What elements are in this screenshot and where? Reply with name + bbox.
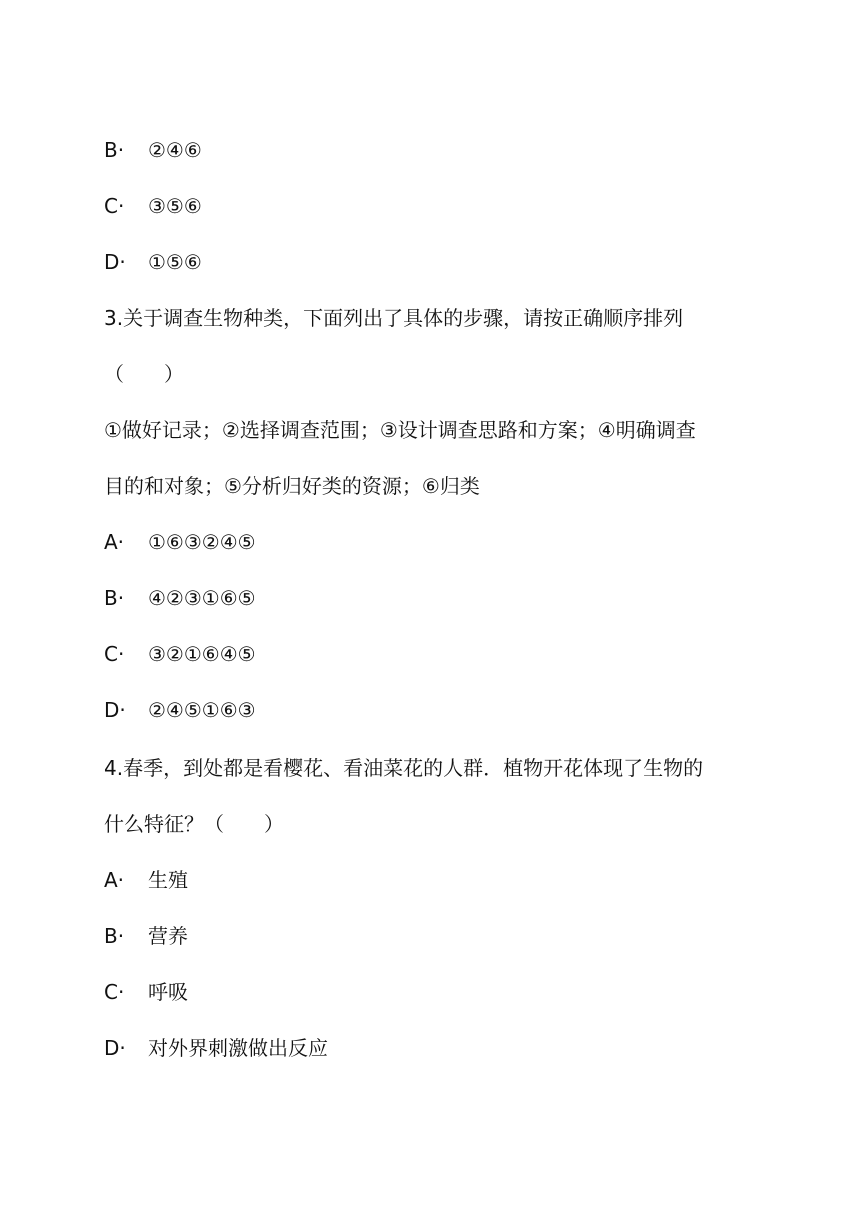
q4-stem-line-1: 4.春季，到处都是看樱花、看油菜花的人群．植物开花体现了生物的	[104, 756, 704, 780]
option-letter: B·	[104, 924, 125, 948]
q2-option-c	[104, 192, 202, 220]
option-letter: D·	[104, 698, 126, 722]
q3-stem-line-2: （ ）	[104, 362, 184, 386]
option-letter: A·	[104, 530, 125, 554]
q2-option-d	[104, 248, 202, 276]
option-letter: D·	[104, 1036, 126, 1060]
q3-option-a	[104, 528, 256, 556]
q3-stem-line-1: 3.关于调查生物种类，下面列出了具体的步骤，请按正确顺序排列	[104, 306, 684, 330]
q4-stem-line-2: 什么特征？（ ）	[104, 812, 284, 836]
q2-option-b	[104, 136, 202, 164]
option-text: 呼吸	[148, 980, 188, 1004]
option-text: ④②③①⑥⑤	[148, 586, 256, 610]
option-letter: D·	[104, 250, 126, 274]
q4-option-c	[104, 978, 188, 1006]
option-letter: A·	[104, 868, 125, 892]
q3-option-b	[104, 584, 256, 612]
q3-option-c	[104, 640, 256, 668]
q3-steps-line-1: ①做好记录；②选择调查范围；③设计调查思路和方案；④明确调查	[104, 418, 696, 442]
option-text: ②④⑥	[148, 138, 202, 162]
option-letter: B·	[104, 586, 125, 610]
option-text: ③⑤⑥	[148, 194, 202, 218]
option-text: ②④⑤①⑥③	[148, 698, 256, 722]
option-letter: C·	[104, 642, 125, 666]
q3-option-d	[104, 696, 256, 724]
option-text: ①⑤⑥	[148, 250, 202, 274]
option-letter: B·	[104, 138, 125, 162]
q4-option-b	[104, 922, 188, 950]
q3-steps-line-2: 目的和对象；⑤分析归好类的资源；⑥归类	[104, 474, 480, 498]
option-letter: C·	[104, 980, 125, 1004]
q4-option-a	[104, 866, 188, 894]
option-text: 营养	[148, 924, 188, 948]
option-text: ①⑥③②④⑤	[148, 530, 256, 554]
option-text: 生殖	[148, 868, 188, 892]
q4-option-d	[104, 1034, 328, 1062]
option-text: 对外界刺激做出反应	[148, 1036, 328, 1060]
option-text: ③②①⑥④⑤	[148, 642, 256, 666]
option-letter: C·	[104, 194, 125, 218]
